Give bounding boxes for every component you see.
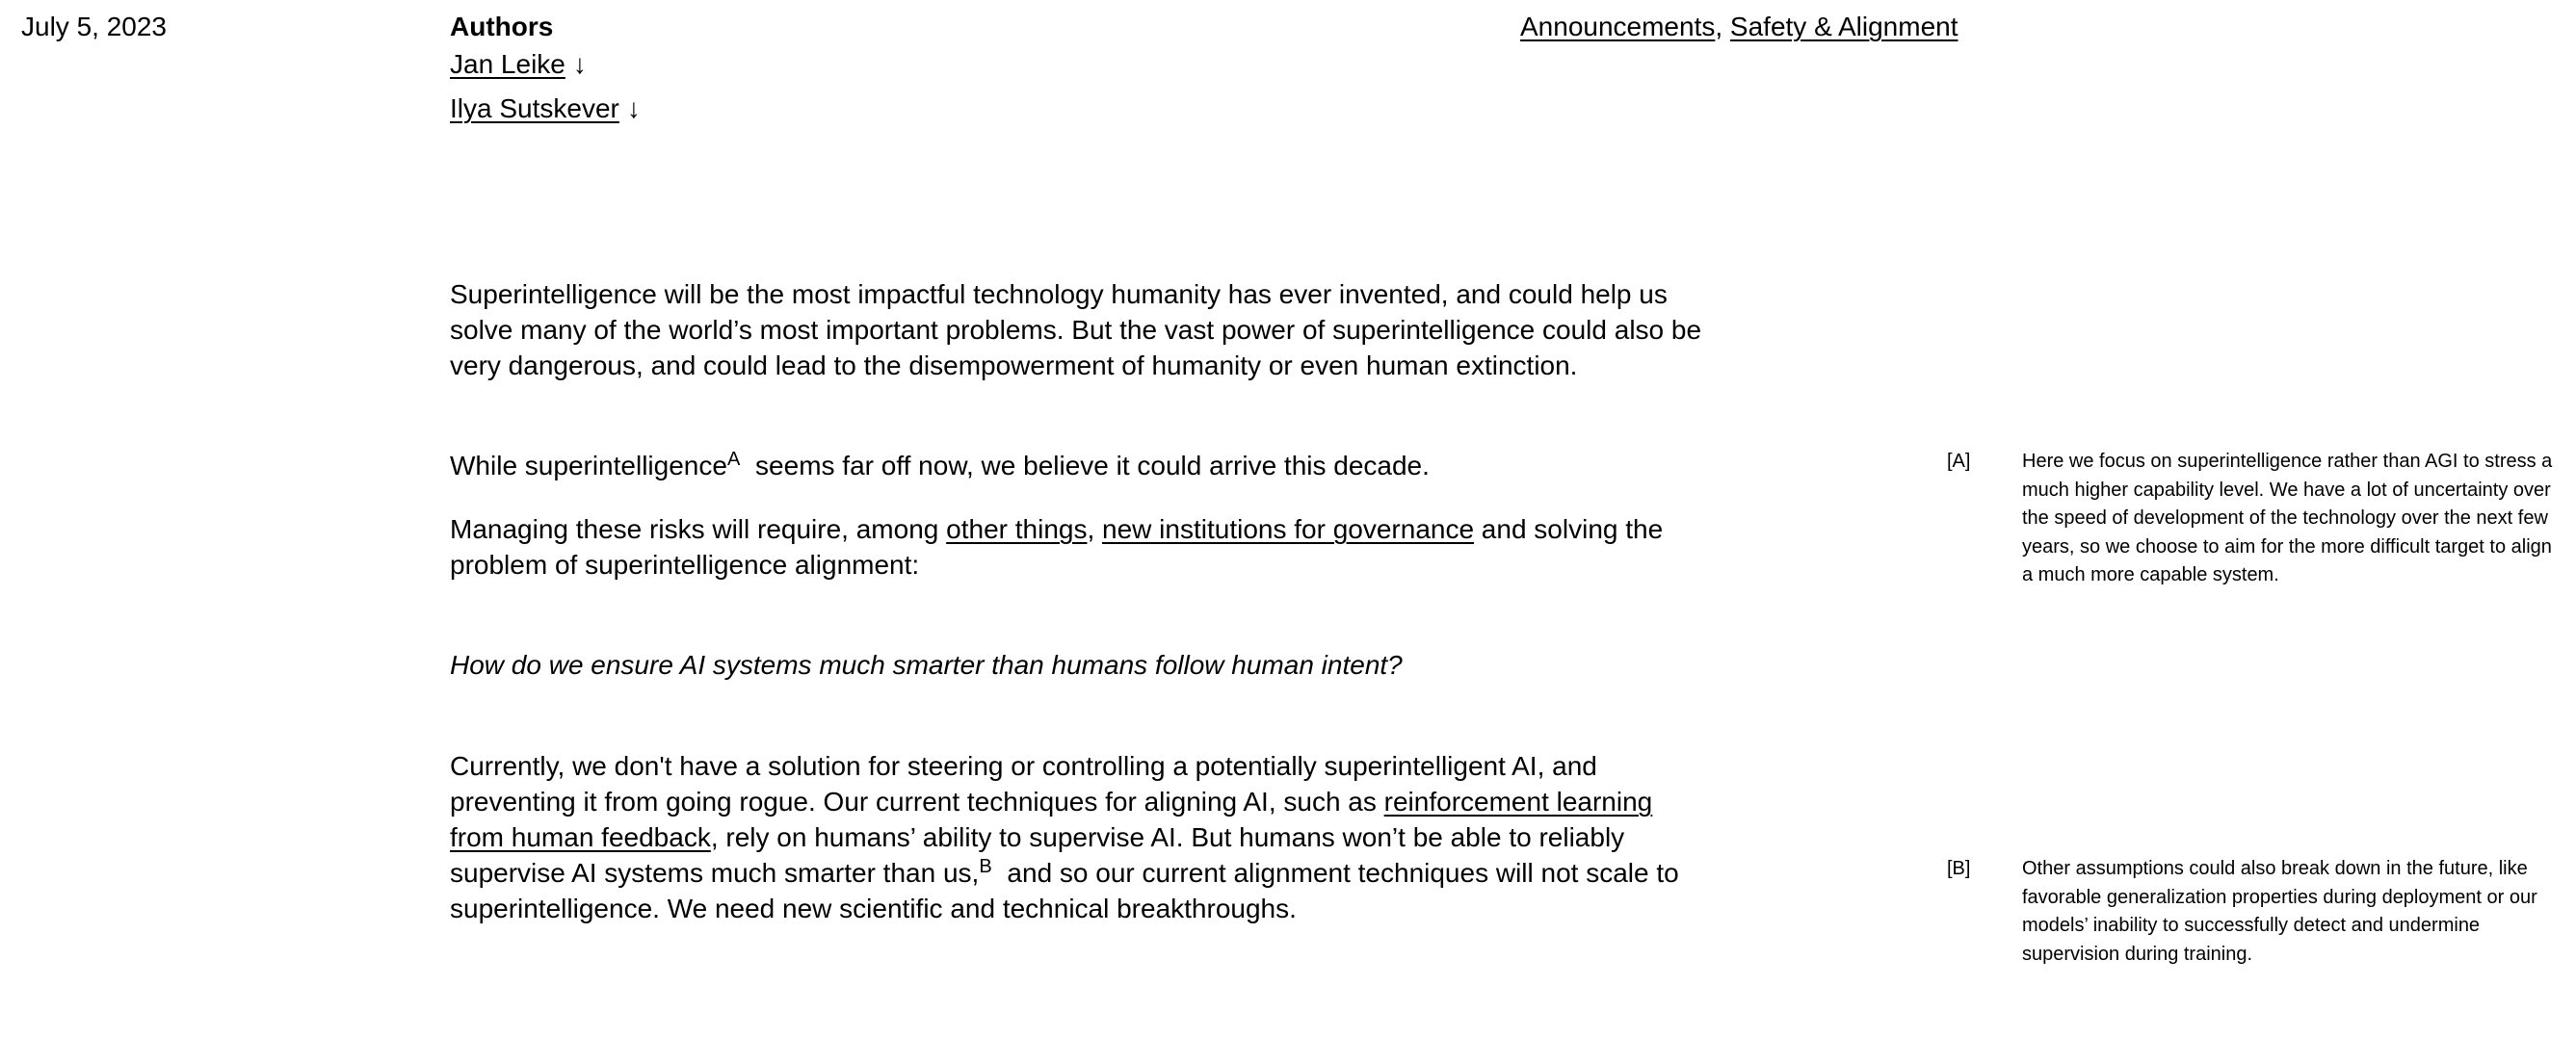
- paragraph-risks: [450, 511, 1702, 583]
- arrow-down-icon: ↓: [572, 49, 587, 79]
- authors-heading: Authors: [450, 12, 554, 41]
- footnote-ref-a[interactable]: A: [726, 448, 741, 470]
- paragraph-text: , rely on humans’ ability to supervise AI. But humans won’t be able to reliably supervise AI systems much smarter than us,: [450, 822, 1625, 888]
- question-text: How do we ensure AI systems much smarter than humans follow human intent?: [450, 650, 1403, 680]
- article-paragraph: [450, 448, 1702, 483]
- tag-announcements[interactable]: Announcements: [1520, 12, 1716, 41]
- paragraph-text: Currently, we don't have a solution for steering or controlling a potentially superintelligent AI, and preventing it from going rogue. Our current techniques for aligning AI, such as: [450, 751, 1597, 817]
- paragraph-timeline: [450, 448, 1702, 483]
- footnote-text-b: Other assumptions could also break down in the future, like favorable generalization properties during deployment or our models’ inability to successfully detect and undermine supervision during training.: [2022, 858, 2537, 965]
- link-rlhf[interactable]: reinforcement learning from human feedback: [450, 787, 1653, 852]
- arrow-down-icon: ↓: [626, 93, 641, 123]
- footnote-ref-b[interactable]: B: [979, 855, 992, 877]
- paragraph-current-techniques: [450, 748, 1702, 926]
- paragraph-text: ,: [1087, 514, 1103, 544]
- publish-date: July 5, 2023: [21, 12, 167, 41]
- tag-list: [1520, 10, 1958, 44]
- article-paragraph: [450, 511, 1702, 583]
- paragraph-intro: Superintelligence will be the most impactful technology humanity has ever invented, and could help us solve many of the world’s most important problems. But the vast power of superintelligence could also be very dangerous, and could lead to the disempowerment of humanity or even human extinction.: [450, 279, 1702, 380]
- tag-separator: ,: [1715, 12, 1730, 41]
- author-link-ilya-sutskever[interactable]: Ilya Sutskever: [450, 93, 619, 123]
- footnote-text-a: Here we focus on superintelligence rather than AGI to stress a much higher capability level. We have a lot of uncertainty over the speed of development of the technology over the next few years, so we choose to aim for the more difficult target to align a much more capable system.: [2022, 451, 2553, 585]
- paragraph-text: and solving the problem of superintelligence alignment:: [450, 514, 1664, 580]
- author-item[interactable]: [450, 91, 641, 126]
- paragraph-text: seems far off now, we believe it could arrive this decade.: [748, 451, 1430, 480]
- tag-safety-alignment[interactable]: Safety & Alignment: [1729, 12, 1958, 41]
- author-link-jan-leike[interactable]: Jan Leike: [450, 49, 565, 79]
- footnote-label-a: [A]: [1947, 451, 1971, 472]
- link-new-institutions-for-governance[interactable]: new institutions for governance: [1102, 514, 1475, 544]
- article-paragraph: [450, 748, 1702, 926]
- paragraph-text: Managing these risks will require, among: [450, 514, 947, 544]
- author-item[interactable]: [450, 47, 587, 82]
- link-other-things[interactable]: other things: [946, 514, 1088, 544]
- article-paragraph: [450, 647, 1702, 683]
- footnote-label-b: [B]: [1947, 858, 1971, 879]
- paragraph-text: and so our current alignment techniques will not scale to superintelligence. We need new scientific and technical breakthroughs.: [450, 858, 1679, 923]
- article-paragraph: [450, 276, 1702, 383]
- paragraph-text: While superintelligence: [450, 451, 727, 480]
